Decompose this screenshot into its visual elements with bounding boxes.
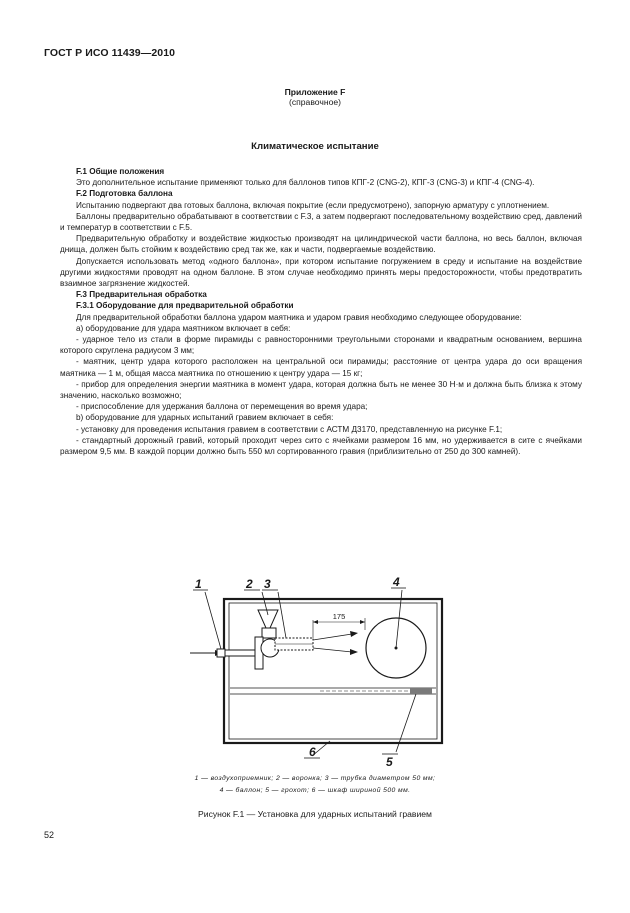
list-item: - стандартный дорожный гравий, который проходит через сито с ячейками размером 16 мм, но удерживается в сите с ячейками размером 9,5 мм. В каждой порции должно быть 550 мл сортированного гравия (приблизительно от 250 до 300 камней). [60, 435, 582, 457]
paragraph: Предварительную обработку и воздействие жидкостью производят на цилиндрической части баллона, но весь баллон, включая днища, должен быть стойким к воздействию сред так же, как и части, подвергаемые воздействию. [60, 234, 582, 255]
figure-f1 [180, 570, 450, 775]
figure-label-3: 3 [264, 577, 271, 591]
gravel-test-setup-diagram [180, 570, 450, 770]
figure-legend [0, 773, 630, 797]
list-item: - маятник, центр удара которого расположен на центральной оси пирамиды; расстояние от центра удара до оси вращения маятника — 1 м, общая масса маятника по отношению к центру удара — 15 кг; [60, 357, 582, 378]
standard-header: ГОСТ Р ИСО 11439—2010 [44, 47, 176, 59]
figure-label-6: 6 [309, 745, 316, 759]
figure-label-5: 5 [386, 755, 393, 769]
section-heading: F.2 Подготовка баллона [76, 189, 173, 199]
subsection-heading: F.3.1 Оборудование для предварительной обработки [76, 301, 294, 311]
spray-arrowhead [350, 649, 358, 655]
appendix-title [0, 87, 630, 107]
figure-label-4: 4 [393, 575, 400, 589]
air-intake [217, 649, 225, 657]
page-number: 52 [44, 830, 55, 840]
nozzle-flange [255, 637, 263, 669]
spray-line [313, 648, 352, 652]
paragraph: Испытанию подвергают два готовых баллона, включая покрытие (если предусмотрено), запорную арматуру с уплотнением. [76, 200, 550, 210]
section-heading: F.3 Предварительная обработка [76, 290, 207, 300]
list-item: b) оборудование для ударных испытаний гравием включает в себя: [76, 413, 334, 423]
figure-caption: Рисунок F.1 — Установка для ударных испытаний гравием [198, 809, 432, 819]
paragraph: Это дополнительное испытание применяют только для баллонов типов КПГ-2 (CNG-2), КПГ-3 (CNG-3) и КПГ-4 (CNG-4). [76, 178, 535, 188]
document-body [60, 166, 582, 457]
funnel [258, 610, 278, 628]
spray-arrowhead [350, 631, 358, 637]
spray-line [313, 634, 352, 640]
list-item: - прибор для определения энергии маятника в момент удара, которая должна быть не менее 30 Н·м и должна быть близка к этому значению, насколько возможно; [60, 379, 582, 401]
figure-label-2: 2 [246, 577, 253, 591]
legend-line: 4 — баллон; 5 — грохот; 6 — шкаф шириной 500 мм. [219, 787, 411, 794]
list-item: а) оборудование для удара маятником включает в себя: [76, 323, 291, 333]
grate-mesh [410, 688, 432, 694]
funnel-neck [262, 628, 276, 638]
dimension-arrowhead [360, 620, 365, 624]
list-item: - приспособление для удержания баллона от перемещения во время удара; [76, 402, 368, 412]
figure-label-1: 1 [195, 577, 202, 591]
legend-line: 1 — воздухоприемник; 2 — воронка; 3 — трубка диаметром 50 мм; [194, 775, 436, 782]
leader-line [205, 592, 221, 649]
main-title: Климатическое испытание [251, 141, 379, 152]
appendix-note: (справочное) [288, 97, 342, 107]
list-item: - ударное тело из стали в форме пирамиды с равносторонними треугольными сторонами и квадратным основанием, вершина которого скруглена радиусом 3 мм; [60, 335, 582, 356]
paragraph: Для предварительной обработки баллона ударом маятника и ударом гравия необходимо следующее оборудование: [76, 312, 522, 322]
air-pipe [225, 650, 255, 656]
appendix-label: Приложение F [284, 87, 346, 97]
dimension-value: 175 [332, 612, 346, 621]
section-heading: F.1 Общие положения [76, 167, 165, 176]
paragraph: Допускается использовать метод «одного баллона», при котором испытание погружением в среду и испытание на воздействие другими жидкостями проводят на одном баллоне. В этом случае необходимо принять меры предосторожности, чтобы предотвратить взаимное загрязнение жидкостей. [60, 256, 582, 289]
dimension-arrowhead [313, 620, 318, 624]
list-item: - установку для проведения испытания гравием в соответствии с АСТМ Д3170, представленную на рисунке F.1; [76, 424, 503, 434]
paragraph: Баллоны предварительно обрабатывают в соответствии с F.3, а затем подвергают последовательному воздействию сред, давлений и температур в соответствии с F.5. [60, 211, 582, 233]
